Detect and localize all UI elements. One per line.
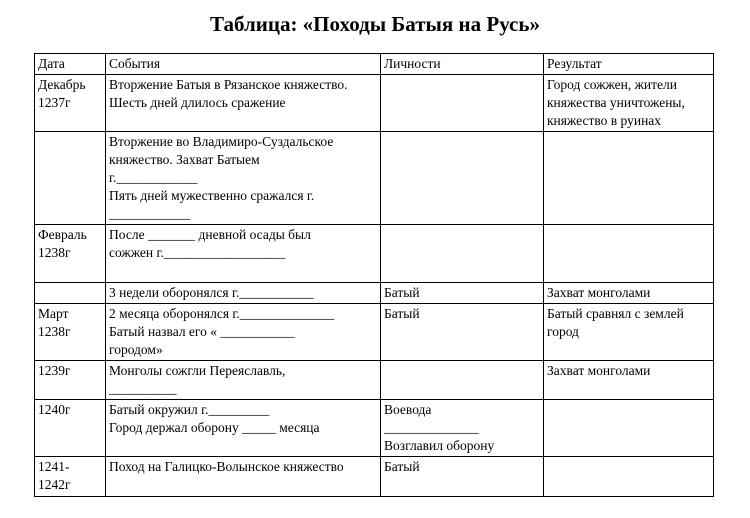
table-row xyxy=(35,75,714,132)
cell-line: Монголы сожгли Переяславль, xyxy=(109,363,286,378)
cell-line: Поход на Галицко-Волынское княжество xyxy=(109,459,344,474)
cell-line: Воевода xyxy=(384,402,432,417)
cell-line: 1240г xyxy=(38,402,71,417)
cell-persons xyxy=(381,361,544,400)
cell-line: ____________ xyxy=(109,206,190,221)
cell-events xyxy=(106,304,381,361)
cell-line: Батый сравнял с землей xyxy=(547,306,684,321)
cell-line: Батый xyxy=(384,285,420,300)
table-row xyxy=(35,304,714,361)
cell-persons xyxy=(381,225,544,283)
cell-line: Вторжение во Владимиро-Суздальское xyxy=(109,134,334,149)
header-events: События xyxy=(106,54,381,75)
cell-result xyxy=(544,304,714,361)
cell-line: Вторжение Батыя в Рязанское княжество. xyxy=(109,77,348,92)
cell-line: Батый назвал его « ___________ xyxy=(109,324,295,339)
cell-line: княжество. Захват Батыем xyxy=(109,152,260,167)
cell-events xyxy=(106,283,381,304)
cell-line: Шесть дней длилось сражение xyxy=(109,95,286,110)
cell-line: 3 недели оборонялся г.___________ xyxy=(109,285,314,300)
cell-line: сожжен г.__________________ xyxy=(109,245,286,260)
cell-result xyxy=(544,361,714,400)
cell-line: Батый окружил г._________ xyxy=(109,402,270,417)
cell-line: 1237г xyxy=(38,95,71,110)
cell-events xyxy=(106,225,381,283)
cell-line: Город держал оборону _____ месяца xyxy=(109,420,320,435)
campaigns-table xyxy=(34,53,714,497)
cell-line: 1238г xyxy=(38,245,71,260)
cell-result xyxy=(544,400,714,457)
cell-line: 1242г xyxy=(38,477,71,492)
cell-line: княжество в руинах xyxy=(547,113,662,128)
cell-line: городом» xyxy=(109,342,163,357)
cell-result xyxy=(544,132,714,225)
cell-date xyxy=(35,361,106,400)
cell-date xyxy=(35,304,106,361)
cell-events xyxy=(106,75,381,132)
header-persons: Личности xyxy=(381,54,544,75)
cell-persons xyxy=(381,400,544,457)
cell-result xyxy=(544,75,714,132)
cell-events xyxy=(106,132,381,225)
cell-line: После _______ дневной осады был xyxy=(109,227,311,242)
header-date: Дата xyxy=(35,54,106,75)
cell-line: ______________ xyxy=(384,420,479,435)
cell-date xyxy=(35,132,106,225)
cell-events xyxy=(106,361,381,400)
cell-persons xyxy=(381,304,544,361)
cell-line: Захват монголами xyxy=(547,285,651,300)
header-result: Результат xyxy=(544,54,714,75)
cell-date xyxy=(35,400,106,457)
cell-line: Захват монголами xyxy=(547,363,651,378)
cell-line: Пять дней мужественно сражался г. xyxy=(109,188,315,203)
cell-persons xyxy=(381,75,544,132)
cell-line: __________ xyxy=(109,381,177,396)
cell-line: 1238г xyxy=(38,324,71,339)
cell-date xyxy=(35,457,106,497)
cell-line: г.____________ xyxy=(109,170,198,185)
cell-line: Март xyxy=(38,306,69,321)
page-title: Таблица: «Походы Батыя на Русь» xyxy=(210,12,540,36)
cell-line: Город сожжен, жители xyxy=(547,77,677,92)
cell-result xyxy=(544,457,714,497)
cell-events xyxy=(106,400,381,457)
table-row xyxy=(35,400,714,457)
cell-line: Батый xyxy=(384,459,420,474)
cell-line: Декабрь xyxy=(38,77,86,92)
cell-line: княжества уничтожены, xyxy=(547,95,685,110)
cell-line: 1241- xyxy=(38,459,70,474)
cell-line: 1239г xyxy=(38,363,71,378)
table-header-row xyxy=(35,54,714,75)
cell-persons xyxy=(381,457,544,497)
table-row xyxy=(35,225,714,283)
table-row xyxy=(35,361,714,400)
cell-date xyxy=(35,225,106,283)
cell-line: 2 месяца оборонялся г.______________ xyxy=(109,306,335,321)
cell-date xyxy=(35,283,106,304)
cell-line: Батый xyxy=(384,306,420,321)
table-row xyxy=(35,457,714,497)
cell-persons xyxy=(381,283,544,304)
cell-date xyxy=(35,75,106,132)
cell-line: город xyxy=(547,324,579,339)
cell-line: Возглавил оборону xyxy=(384,438,495,453)
cell-events xyxy=(106,457,381,497)
cell-result xyxy=(544,225,714,283)
table-row xyxy=(35,283,714,304)
cell-persons xyxy=(381,132,544,225)
cell-line: Февраль xyxy=(38,227,87,242)
table-row xyxy=(35,132,714,225)
cell-result xyxy=(544,283,714,304)
